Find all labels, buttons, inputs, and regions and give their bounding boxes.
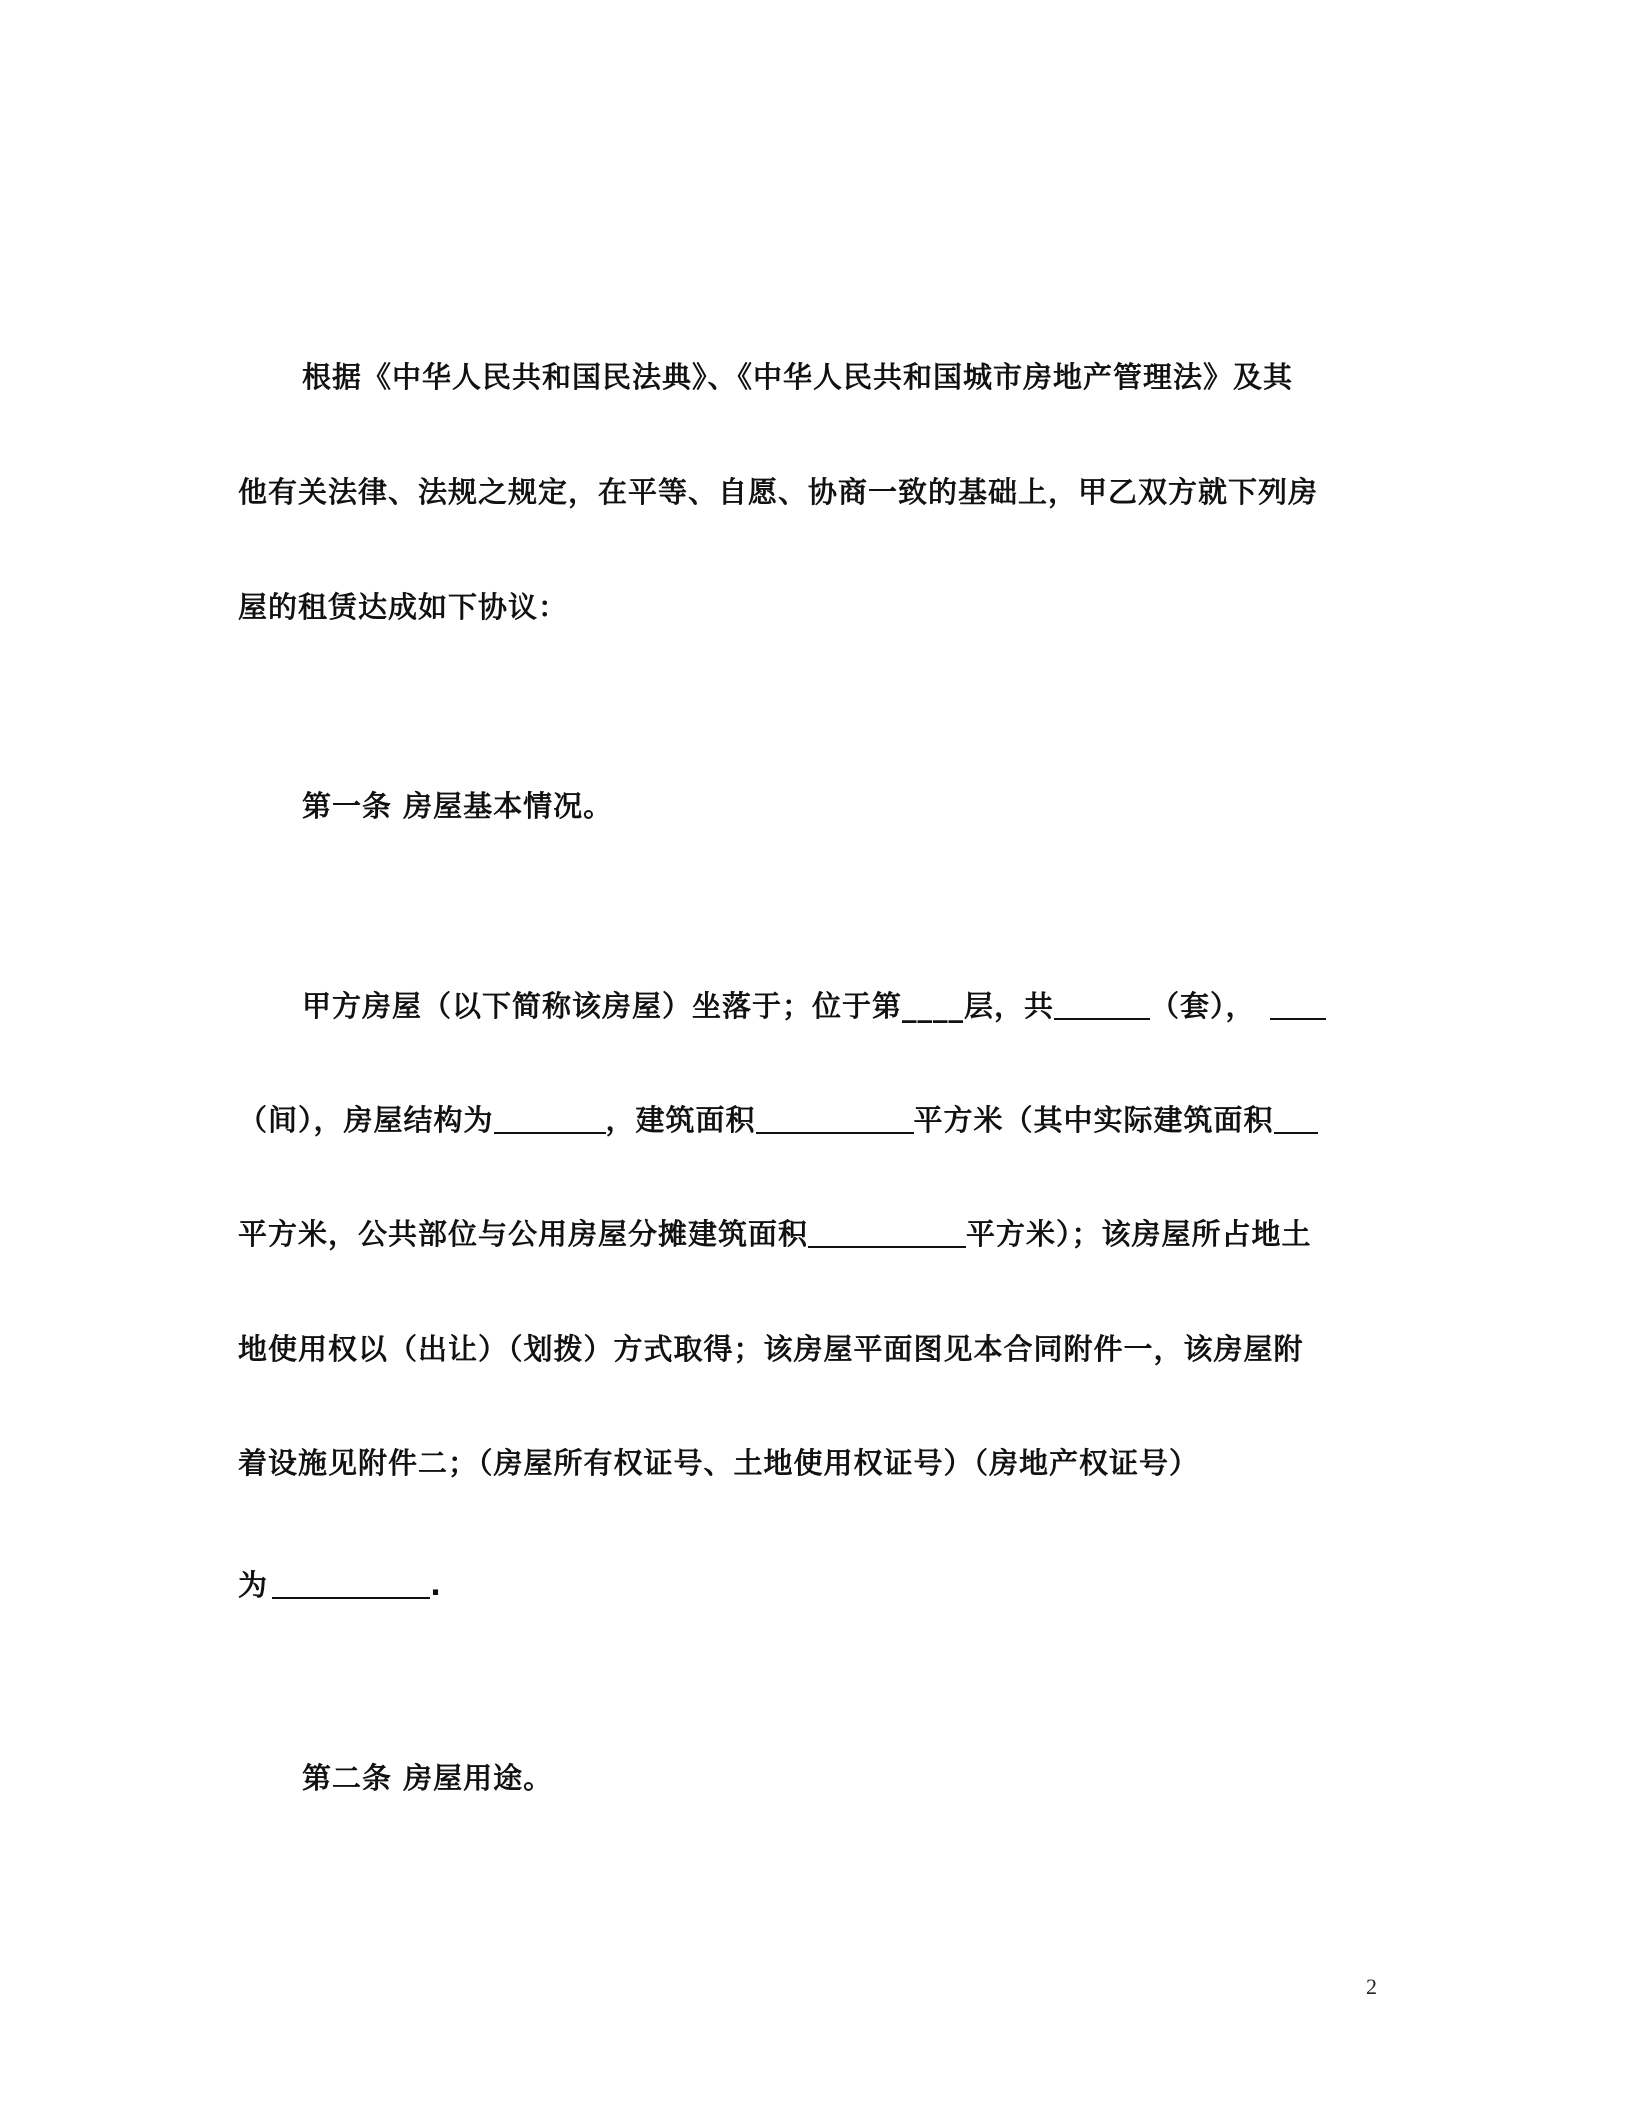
article-1-line-1-text-c: （套）， — [1150, 989, 1256, 1023]
article-1-line-3 — [238, 1214, 1312, 1254]
certificate-number-blank — [272, 1567, 430, 1599]
article-1-line-1 — [302, 986, 1326, 1026]
article-1-line-3-text-b: 平方米）；该房屋所占地土 — [966, 1217, 1312, 1251]
intro-line-3: 屋的租赁达成如下协议： — [238, 590, 569, 624]
floor-blank: ____ — [902, 989, 965, 1023]
intro-line-2: 他有关法律、法规之规定，在平等、自愿、协商一致的基础上，甲乙双方就下列房 — [238, 475, 1319, 509]
actual-area-blank — [1274, 1102, 1318, 1134]
article-1-line-6-text-a: 为 — [238, 1568, 269, 1602]
shared-area-blank — [808, 1216, 966, 1248]
intro-line-1: 根据《中华人民共和国民法典》、《中华人民共和国城市房地产管理法》及其 — [302, 360, 1294, 394]
article-1-heading: 第一条 房屋基本情况。 — [302, 789, 614, 823]
article-1-line-6 — [238, 1565, 442, 1605]
article-1-line-4: 地使用权以（出让）（划拨）方式取得；该房屋平面图见本合同附件一，该房屋附 — [238, 1332, 1304, 1366]
article-1-line-1-text-a: 甲方房屋（以下简称该房屋）坐落于；位于第 — [302, 989, 903, 1023]
building-area-blank — [756, 1102, 914, 1134]
article-1-line-5: 着设施见附件二；（房屋所有权证号、土地使用权证号）（房地产权证号） — [238, 1446, 1200, 1480]
article-1-line-6-text-b: . — [430, 1568, 443, 1602]
page-number: 2 — [1366, 1974, 1377, 1999]
structure-blank — [494, 1102, 606, 1134]
article-2-heading: 第二条 房屋用途。 — [302, 1761, 554, 1795]
article-1-line-1-text-b: 层，共 — [964, 989, 1055, 1023]
article-1-line-2-text-a: （间），房屋结构为 — [238, 1103, 494, 1137]
units-blank — [1054, 988, 1150, 1020]
rooms-blank — [1270, 988, 1326, 1020]
article-1-line-2-text-c: 平方米（其中实际建筑面积 — [913, 1103, 1274, 1137]
article-1-line-2 — [238, 1100, 1318, 1140]
article-1-line-2-text-b: ，建筑面积 — [605, 1103, 756, 1137]
article-1-line-3-text-a: 平方米，公共部位与公用房屋分摊建筑面积 — [238, 1217, 809, 1251]
